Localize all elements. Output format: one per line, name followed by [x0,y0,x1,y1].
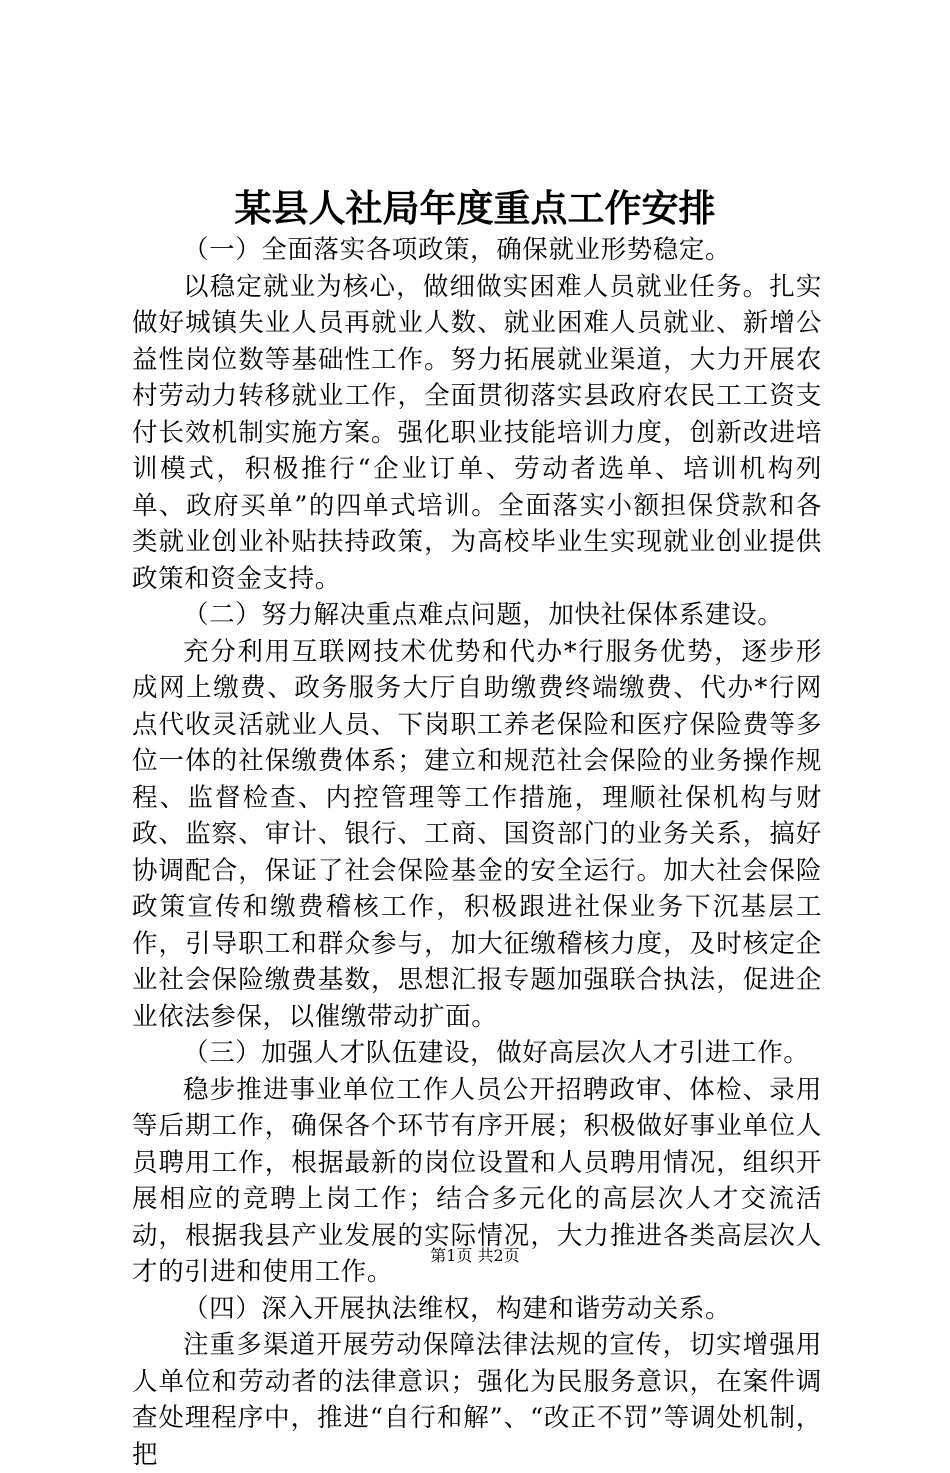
document-title: 某县人社局年度重点工作安排 [234,186,716,230]
section-heading-4: （四）深入开展执法维权，构建和谐劳动关系。 [183,1293,732,1324]
document-body [132,232,822,1473]
paragraph-2: 充分利用互联网技术优势和代办*行服务优势，逐步形成网上缴费、政务服务大厅自助缴费终端缴费、代办*行网点代收灵活就业人员、下岗职工养老保险和医疗保险费等多位一体的社保缴费体系；建立和规范社会保险的业务操作规程、监督检查、内控管理等工作措施，理顺社保机构与财政、监察、审计、银行、工商、国资部门的业务关系，搞好协调配合，保证了社会保险基金的安全运行。加大社会保险政策宣传和缴费稽核工作，积极跟进社保业务下沉基层工作，引导职工和群众参与，加大征缴稽核力度，及时核定企业社会保险缴费基数，思想汇报专题加强联合执法，促进企业依法参保，以催缴带动扩面。 [132,636,822,1032]
section-heading-1: （一）全面落实各项政策，确保就业形势稳定。 [183,235,732,265]
page-footer: 第1页 共2页 [430,1246,520,1265]
paragraph-4: 注重多渠道开展劳动保障法律法规的宣传，切实增强用人单位和劳动者的法律意识；强化为民服务意识，在案件调查处理程序中，推进“自行和解”、“改正不罚”等调处机制，把 [132,1330,822,1470]
section-heading-3: （三）加强人才队伍建设，做好高层次人才引进工作。 [183,1038,810,1068]
paragraph-3: 稳步推进事业单位工作人员公开招聘政审、体检、录用等后期工作，确保各个环节有序开展；积极做好事业单位人员聘用工作，根据最新的岗位设置和人员聘用情况，组织开展相应的竞聘上岗工作；结合多元化的高层次人才交流活动，根据我县产业发展的实际情况，大力推进各类高层次人才的引进和使用工作。 [132,1074,822,1287]
paragraph-1: 以稳定就业为核心，做细做实困难人员就业任务。扎实做好城镇失业人员再就业人数、就业困难人员就业、新增公益性岗位数等基础性工作。努力拓展就业渠道，大力开展农村劳动力转移就业工作，全面贯彻落实县政府农民工工资支付长效机制实施方案。强化职业技能培训力度，创新改进培训模式，积极推行“企业订单、劳动者选单、培训机构列单、政府买单”的四单式培训。全面落实小额担保贷款和各类就业创业补贴扶持政策，为高校毕业生实现就业创业提供政策和资金支持。 [132,271,822,594]
section-heading-2: （二）努力解决重点难点问题，加快社保体系建设。 [183,600,784,630]
